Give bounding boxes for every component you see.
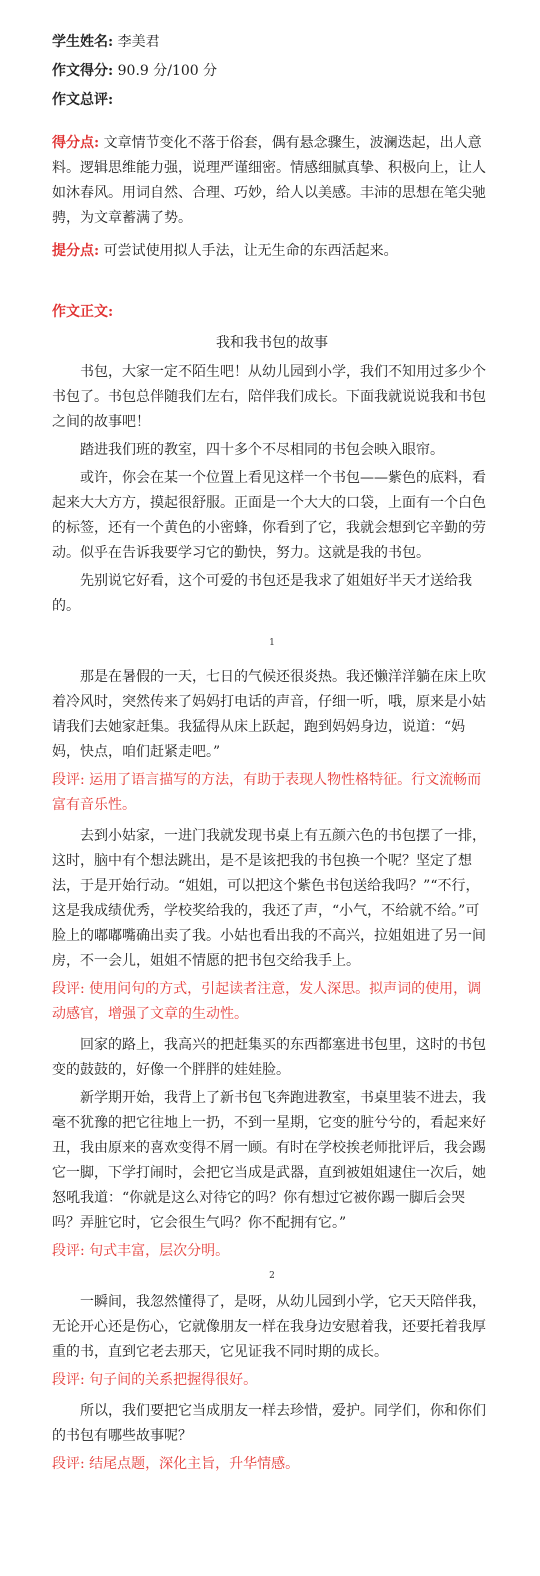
student-name-label: 学生姓名: bbox=[52, 34, 114, 50]
spacer bbox=[52, 117, 492, 131]
review-label: 段评: bbox=[52, 1456, 85, 1472]
essay-body-label: 作文正文: bbox=[52, 304, 114, 320]
essay-title: 我和我书包的故事 bbox=[216, 335, 328, 351]
essay-paragraph: 或许，你会在某一个位置上看见这样一个书包——紫色的底料，看起来大大方方，摸起很舒服。正面是一个大大的口袋，上面有一个白色的标签，还有一个黄色的小密蜂，你看到了它，我就会想到它辛勤的劳动。似乎在告诉我要学习它的勤快，努力。这就是我的书包。 bbox=[52, 470, 486, 561]
essay-paragraph: 去到小姑家，一进门我就发现书桌上有五颜六色的书包摆了一排，这时，脑中有个想法跳出，是不是该把我的书包换一个呢？坚定了想法，于是开始行动。“姐姐，可以把这个紫色书包送给我吗？”“不行，这是我成绩优秀，学校奖给我的，我还了声，“小气，不给就不给。”可脸上的嘟嘟嘴确出卖了我。小姑也看出我的不高兴，拉姐姐进了另一间房，不一会儿，姐姐不情愿的把书包交给我手上。 bbox=[52, 828, 486, 969]
strength-text: 文章情节变化不落于俗套，偶有悬念骤生，波澜迭起，出人意料。逻辑思维能力强，说理严谨细密。情感细腻真挚、积极向上，让人如沐春风。用词自然、合理、巧妙，给人以美感。丰沛的思想在笔尖驰骋，为文章蓄满了势。 bbox=[52, 135, 486, 226]
page-number: 1 bbox=[269, 638, 275, 648]
essay-paragraph: 书包，大家一定不陌生吧！从幼儿园到小学，我们不知用过多少个书包了。书包总伴随我们左右，陪伴我们成长。下面我就说说我和书包之间的故事吧！ bbox=[52, 364, 486, 430]
review-text: 结尾点题，深化主旨，升华情感。 bbox=[89, 1456, 300, 1472]
essay-body-label-line bbox=[52, 300, 492, 325]
review-label: 段评: bbox=[52, 1243, 85, 1259]
essay-paragraph: 踏进我们班的教室，四十多个不尽相同的书包会映入眼帘。 bbox=[80, 442, 444, 458]
essay-paragraph: 先别说它好看，这个可爱的书包还是我求了姐姐好半天才送给我的。 bbox=[52, 573, 472, 614]
essay-paragraph: 新学期开始，我背上了新书包飞奔跑进教室，书桌里装不进去，我毫不犹豫的把它往地上一扔，不到一星期，它变的脏兮兮的，看起来好丑，我由原来的喜欢变得不屑一顾。有时在学校挨老师批评后，我会踢它一脚，下学打闹时，会把它当成是武器，直到被姐姐逮住一次后，她怒吼我道：“你就是这么对待它的吗？你有想过它被你踢一脚后会哭吗？弄脏它时，它会很生气吗？你不配拥有它。” bbox=[52, 1090, 486, 1231]
score-value: 90.9 分/100 分 bbox=[117, 63, 218, 79]
paragraph-review bbox=[52, 1452, 492, 1477]
review-text: 句式丰富，层次分明。 bbox=[89, 1243, 230, 1259]
review-label: 段评: bbox=[52, 772, 85, 788]
review-text: 句子间的关系把握得很好。 bbox=[89, 1372, 258, 1388]
student-name-line bbox=[52, 30, 492, 55]
essay-paragraph: 一瞬间，我忽然懂得了，是呀，从幼儿园到小学，它天天陪伴我，无论开心还是伤心，它就像朋友一样在我身边安慰着我，还要托着我厚重的书，直到它老去那天，它见证我不同时期的成长。 bbox=[52, 1294, 486, 1360]
improve-label: 提分点: bbox=[52, 243, 100, 259]
strength-paragraph bbox=[52, 131, 492, 231]
paragraph-review bbox=[52, 768, 492, 818]
improve-text: 可尝试使用拟人手法，让无生命的东西活起来。 bbox=[103, 243, 398, 259]
score-line bbox=[52, 59, 492, 84]
review-label: 段评: bbox=[52, 981, 85, 997]
paragraph-review bbox=[52, 1368, 492, 1393]
student-name: 李美君 bbox=[117, 34, 160, 50]
improve-paragraph bbox=[52, 239, 492, 264]
review-text: 运用了语言描写的方法，有助于表现人物性格特征。行文流畅而富有音乐性。 bbox=[52, 772, 482, 813]
document-content bbox=[52, 30, 492, 1483]
paragraph-review bbox=[52, 977, 492, 1027]
overall-comment-label: 作文总评: bbox=[52, 92, 114, 108]
spacer bbox=[52, 264, 492, 300]
overall-comment-line bbox=[52, 88, 492, 113]
strength-label: 得分点: bbox=[52, 135, 100, 151]
paragraph-review bbox=[52, 1239, 492, 1264]
essay-paragraph: 那是在暑假的一天，七日的气候还很炎热。我还懒洋洋躺在床上吹着冷风时，突然传来了妈妈打电话的声音，仔细一听，哦，原来是小姑请我们去她家赶集。我猛得从床上跃起，跑到妈妈身边，说道：“妈妈，快点，咱们赶紧走吧。” bbox=[52, 669, 486, 760]
essay-paragraph: 所以，我们要把它当成朋友一样去珍惜，爱护。同学们，你和你们的书包有哪些故事呢？ bbox=[52, 1403, 486, 1444]
review-text: 使用问句的方式，引起读者注意，发人深思。拟声词的使用，调动感官，增强了文章的生动性。 bbox=[52, 981, 482, 1022]
page-number: 2 bbox=[269, 1271, 275, 1281]
score-label: 作文得分: bbox=[52, 63, 114, 79]
review-label: 段评: bbox=[52, 1372, 85, 1388]
essay-paragraph: 回家的路上，我高兴的把赶集买的东西都塞进书包里，这时的书包变的鼓鼓的，好像一个胖胖的娃娃脸。 bbox=[52, 1037, 486, 1078]
